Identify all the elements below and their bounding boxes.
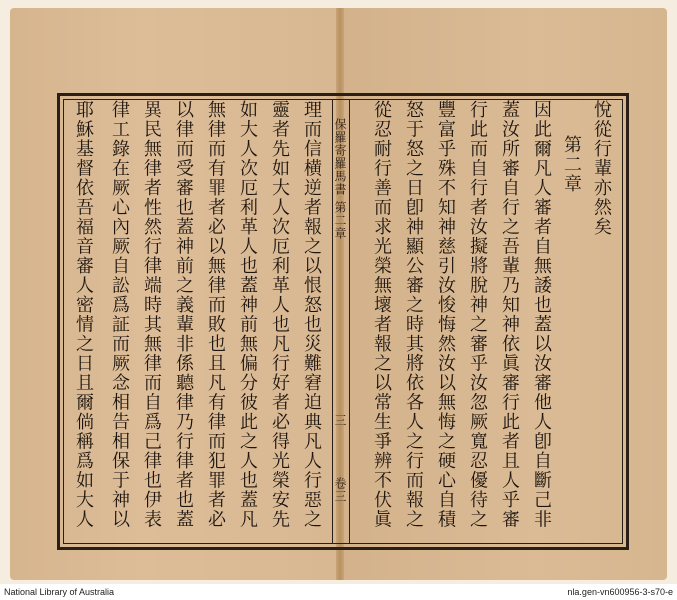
text-column-l5: 以律而受審也蓋神前之義輩非係聽律乃行律者也蓋 <box>173 100 194 529</box>
banner-juan: 卷三 <box>333 477 347 503</box>
text-column-r7: 怒于怒之日卽神顯公審之時其將依各人之行而報之 <box>403 100 424 529</box>
footer-identifier: nla.gen-vn600956-3-s70-e <box>567 587 673 597</box>
banner-page-number: 三 <box>333 413 347 427</box>
chapter-heading: 第二章 <box>561 135 582 194</box>
text-column-r1: 悅從行輩亦然矣 <box>591 100 612 237</box>
banner-title: 保羅寄羅馬書 第二章 <box>333 118 347 240</box>
text-column-l7: 律工錄在厥心內厥自訟爲証而厥念相告相保于神以 <box>109 100 130 529</box>
text-column-r5: 行此而自行者汝擬將脫神之審乎汝忽厥寬忍優待之 <box>467 100 488 529</box>
text-column-l3: 如大人次厄利革人也蓋神前無偏分彼此之人也蓋凡 <box>237 100 258 529</box>
footer-library-credit: National Library of Australia <box>4 587 115 597</box>
text-column-r3: 因此爾凡人審者自無諉也蓋以汝審他人卽自斷己非 <box>531 100 552 529</box>
text-column-l8: 耶穌基督依吾福音審人密情之日且爾倘稱爲如大人 <box>73 100 94 529</box>
text-column-r8: 從忍耐行善而求光榮無壞者報之以常生爭辨不伏眞 <box>371 100 392 529</box>
text-column-r6: 豐富乎殊不知神慈引汝悛悔然汝以無悔之硬心自積 <box>435 100 456 529</box>
text-column-l4: 無律而有罪者必以無律而敗也且凡有律而犯罪者必 <box>205 100 226 529</box>
text-column-l1: 理而信横逆者報之以恨怒也災難窘迫典凡人行惡之 <box>301 100 322 529</box>
text-column-r4: 蓋汝所審自行之吾輩乃知神依眞審行此者且人乎審 <box>499 100 520 529</box>
text-column-l2: 靈者先如大人次厄利革人也凡行好者必得光榮安先 <box>269 100 290 529</box>
text-column-l6: 異民無律者性然行律端時其無律而自爲己律也伊表 <box>141 100 162 529</box>
footer-bar <box>0 584 677 600</box>
